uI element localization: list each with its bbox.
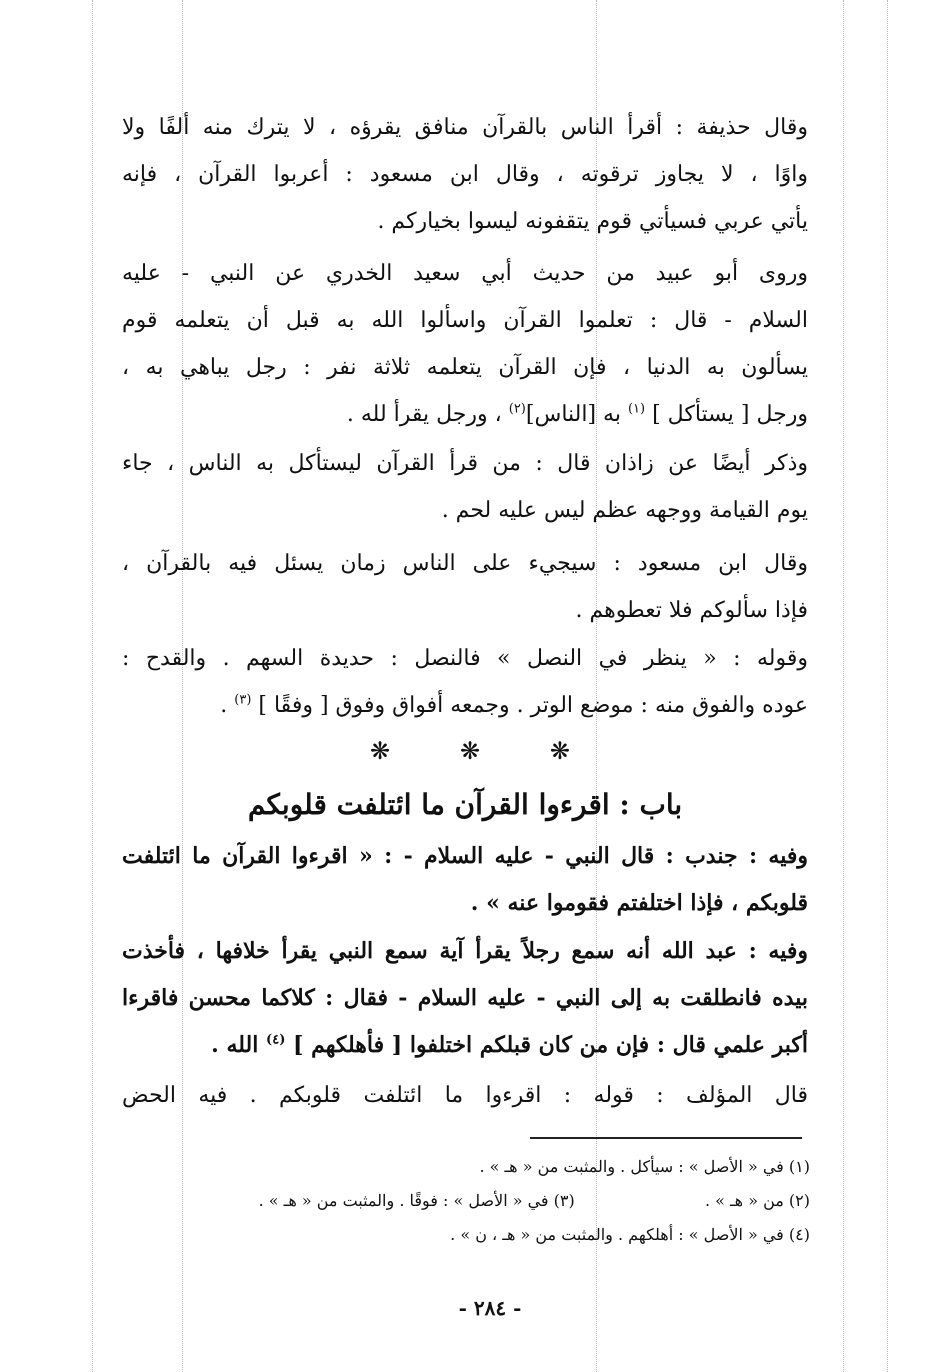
footnote-3: (٣) في « الأصل » : فوقًا . والمثبت من « هـ » . xyxy=(258,1191,575,1210)
text-line: واوًا ، لا يجاوز ترقوته ، وقال ابن مسعود : أعربوا القرآن ، فإنه xyxy=(122,162,808,187)
chapter-heading: باب : اقرءوا القرآن ما ائتلفت قلوبكم xyxy=(247,788,683,821)
margin-guide-line xyxy=(887,0,888,1372)
footnote-marker[interactable]: (٣) xyxy=(234,692,252,708)
footnote-marker[interactable]: (٤) xyxy=(266,1032,286,1048)
paragraph-nasl xyxy=(122,635,808,729)
footnote-2-3 xyxy=(150,1186,810,1216)
footnote-2: (٢) من « هـ » . xyxy=(704,1191,810,1210)
text-line: فإذا سألوكم فلا تعطوهم . xyxy=(575,598,808,623)
text-line: قلوبكم ، فإذا اختلفتم فقوموا عنه » . xyxy=(470,890,808,916)
text-line xyxy=(122,391,808,438)
margin-guide-line xyxy=(92,0,93,1372)
paragraph-abu-ubayd xyxy=(122,250,808,438)
footnote-marker[interactable]: (٢) xyxy=(508,401,526,417)
text-line: بيده فانطلقت به إلى النبي - عليه السلام - فقال : كلاكما محسن فاقرءا xyxy=(122,985,808,1011)
paragraph-abdullah xyxy=(122,928,808,1069)
footnote-4: (٤) في « الأصل » : أهلكهم . والمثبت من « هـ ، ن » . xyxy=(450,1225,810,1244)
text-line: وقال ابن مسعود : سيجيء على الناس زمان يسئل فيه بالقرآن ، xyxy=(122,551,808,576)
text-line: يوم القيامة ووجهه عظم ليس عليه لحم . xyxy=(441,498,808,523)
text-line: وقال حذيفة : أقرأ الناس بالقرآن منافق يقرؤه ، لا يترك منه ألفًا ولا xyxy=(122,115,808,140)
text-line: قال المؤلف : قوله : اقرءوا ما ائتلفت قلوبكم . فيه الحض xyxy=(122,1083,808,1108)
footnote-1: (١) في « الأصل » : سيأكل . والمثبت من « هـ » . xyxy=(479,1157,810,1176)
line-segment: . xyxy=(220,693,228,718)
footnote-separator xyxy=(530,1137,802,1139)
line-segment: أكبر علمي قال : فإن من كان قبلكم اختلفوا [ فأهلكهم ] xyxy=(293,1032,808,1058)
footnote-marker[interactable]: (١) xyxy=(627,401,646,417)
line-segment: عوده والفوق منه : موضع الوتر . وجمعه أفواق وفوق [ وفقًا ] xyxy=(258,693,808,718)
line-segment: الله . xyxy=(211,1032,259,1058)
text-line: يسألون به الدنيا ، فإن القرآن يتعلمه ثلاثة نفر : رجل يباهي به ، xyxy=(122,355,808,380)
page-number: - ٢٨٤ - xyxy=(458,1296,522,1320)
paragraph-hudhayfa xyxy=(122,104,808,245)
line-segment: ، ورجل يقرأ لله . xyxy=(346,402,502,427)
text-line xyxy=(122,1022,808,1069)
text-line: وروى أبو عبيد من حديث أبي سعيد الخدري عن النبي - عليه xyxy=(122,261,808,286)
text-line: وذكر أيضًا عن زاذان قال : من قرأ القرآن ليستأكل به الناس ، جاء xyxy=(122,451,808,476)
asterism-icon: ❋ xyxy=(549,737,570,765)
paragraph-jundab xyxy=(122,833,808,927)
text-line: وقوله : « ينظر في النصل » فالنصل : حديدة السهم . والقدح : xyxy=(122,646,808,671)
text-line: يأتي عربي فسيأتي قوم يتقفونه ليسوا بخياركم . xyxy=(377,209,808,234)
paragraph-zadhan xyxy=(122,440,808,534)
section-divider xyxy=(370,738,570,764)
asterism-icon: ❋ xyxy=(370,737,391,765)
text-line: وفيه : عبد الله أنه سمع رجلاً يقرأ آية سمع النبي يقرأ خلافها ، فأخذت xyxy=(122,938,808,964)
margin-guide-line xyxy=(843,0,844,1372)
text-line: السلام - قال : تعلموا القرآن واسألوا الله به قبل أن يتعلمه قوم xyxy=(122,308,808,333)
text-line: وفيه : جندب : قال النبي - عليه السلام - : « اقرءوا القرآن ما ائتلفت xyxy=(122,843,808,869)
line-segment: ورجل [ يستأكل ] xyxy=(652,402,808,427)
line-segment: به [الناس] xyxy=(525,402,621,427)
asterism-icon: ❋ xyxy=(459,737,481,765)
paragraph-author-comment xyxy=(122,1072,808,1119)
text-line xyxy=(122,682,808,729)
paragraph-ibn-masud xyxy=(122,540,808,634)
